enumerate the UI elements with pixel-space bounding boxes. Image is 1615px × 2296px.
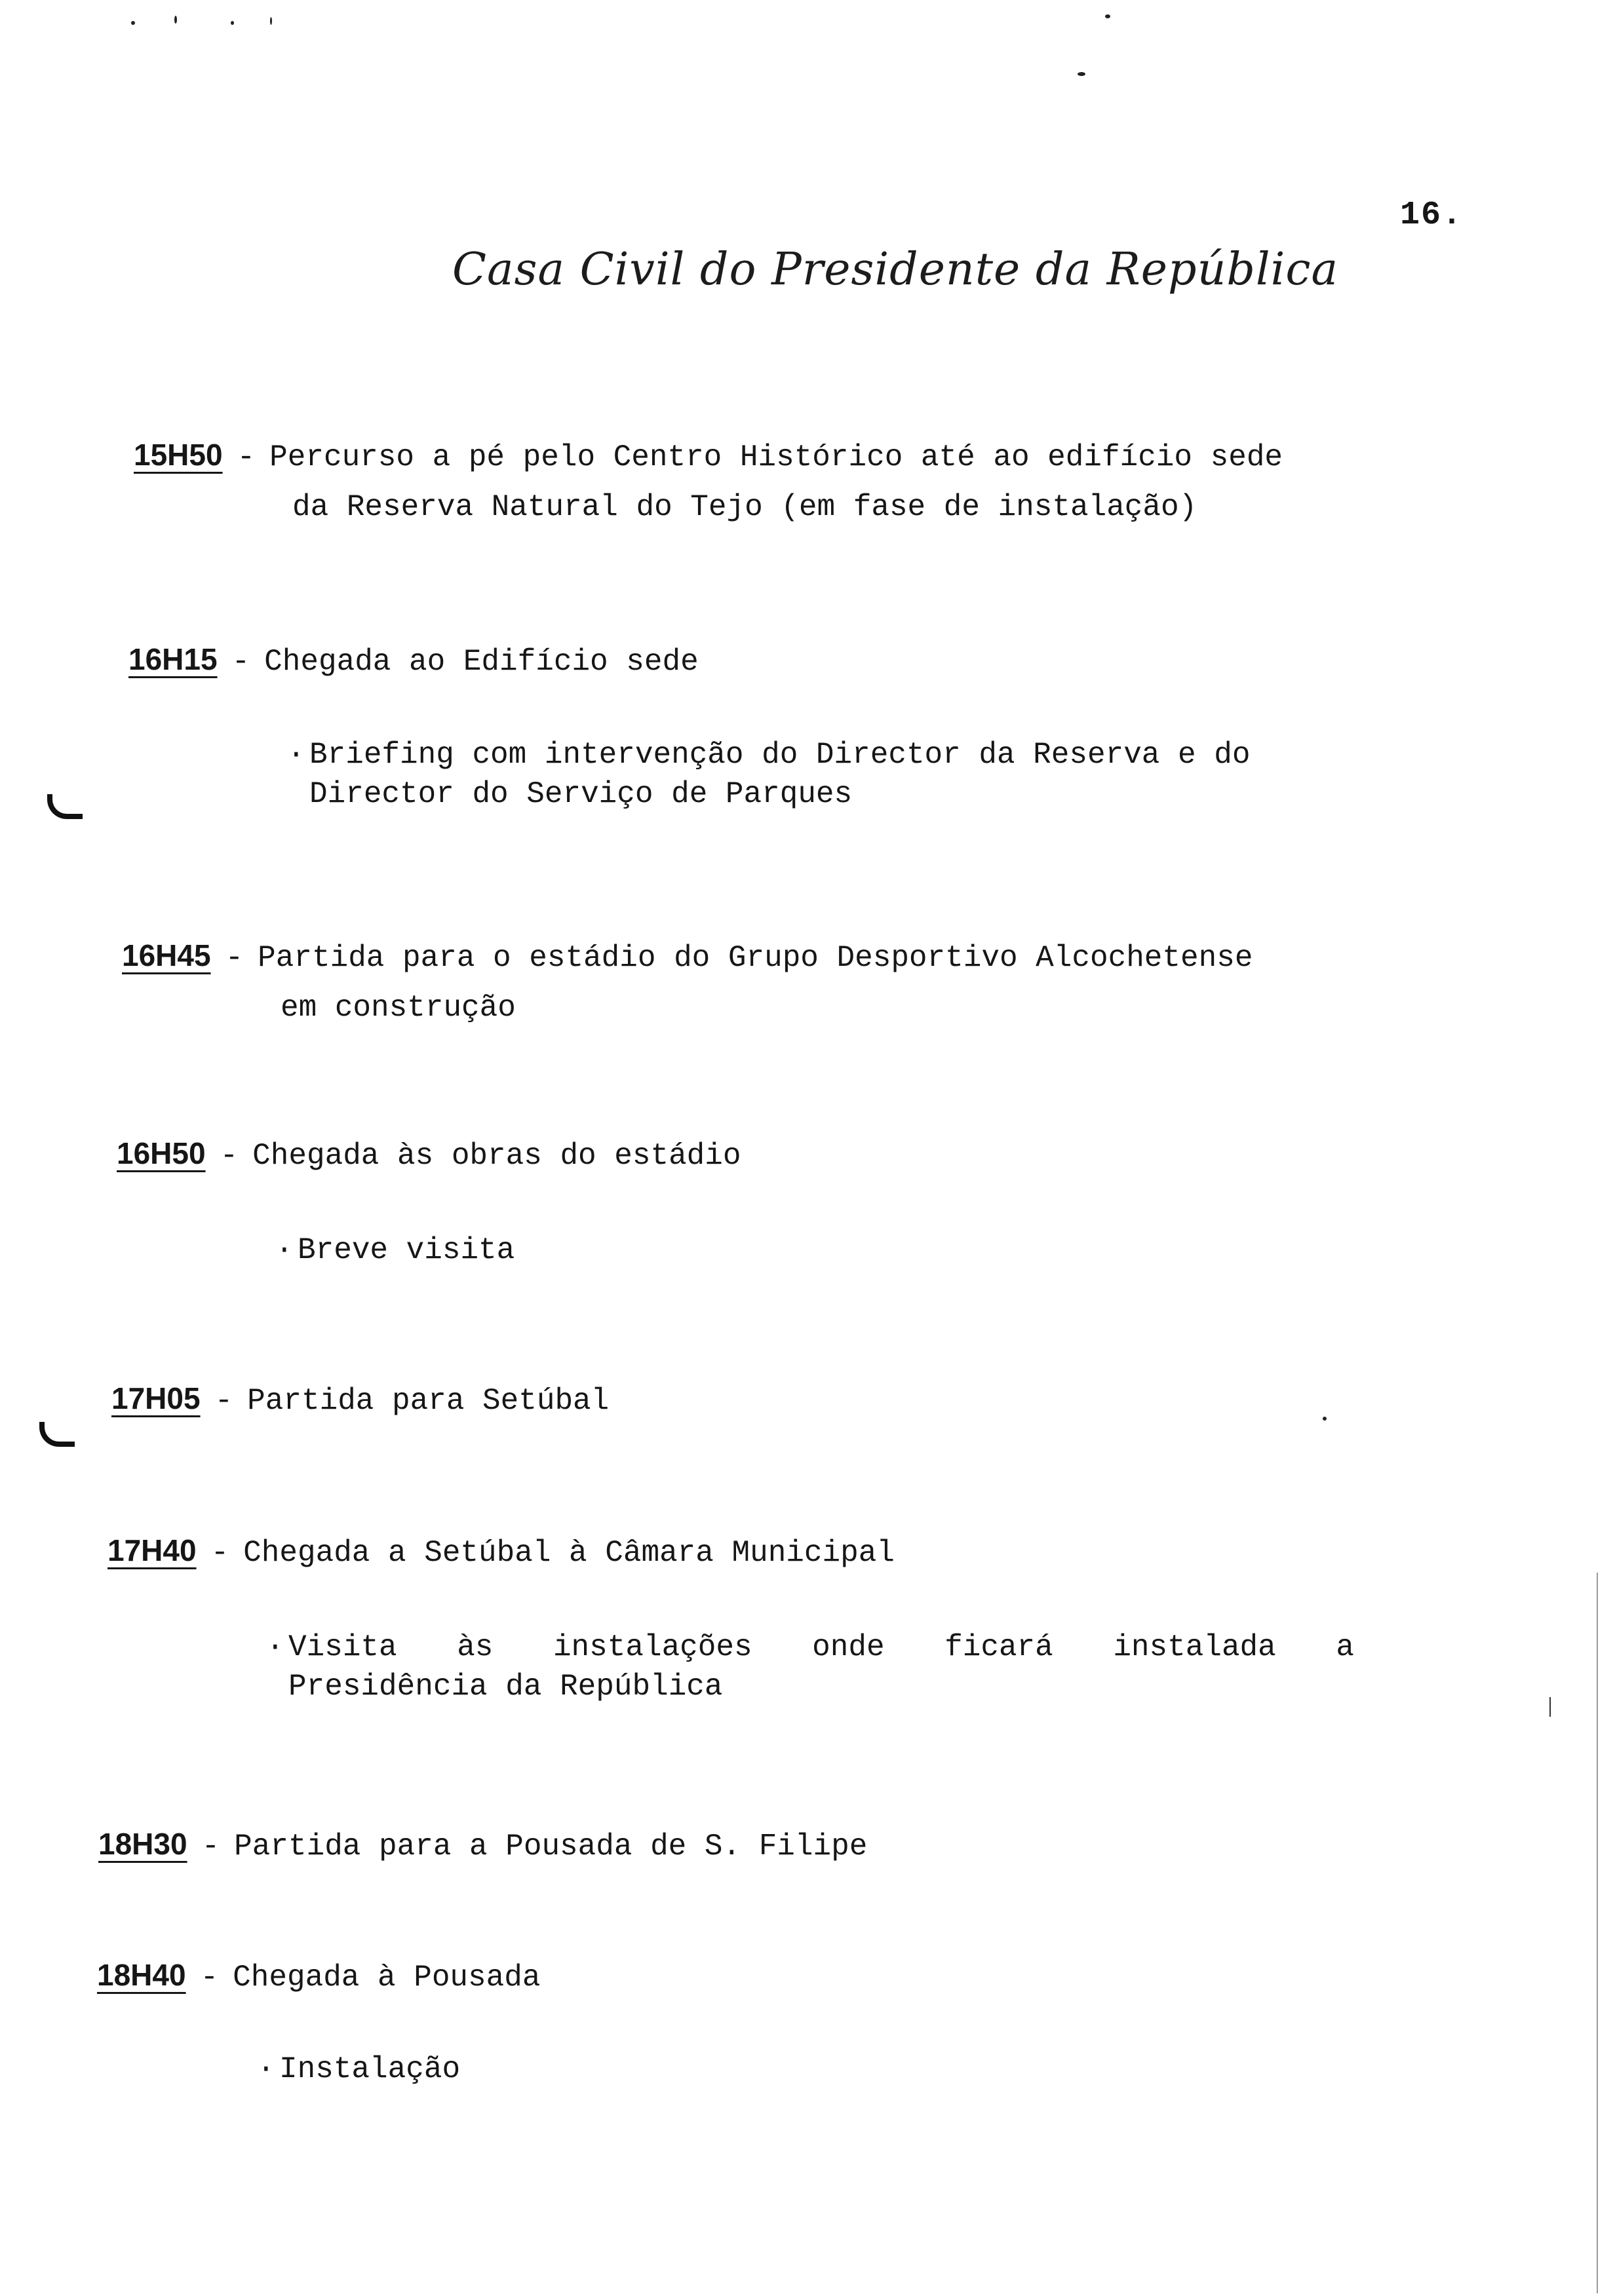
bullet-text: Instalação bbox=[279, 2052, 461, 2086]
binder-hole-mark bbox=[39, 1422, 75, 1447]
entry-time: 17H05 bbox=[111, 1381, 201, 1415]
bullet-word: às bbox=[457, 1630, 494, 1664]
binder-hole-mark bbox=[47, 794, 83, 819]
schedule-entry bbox=[107, 1525, 895, 1578]
entry-bullet bbox=[275, 1231, 515, 1270]
bullet-word: Visita bbox=[288, 1630, 397, 1664]
entry-time: 18H30 bbox=[98, 1827, 187, 1861]
scan-speck bbox=[174, 16, 177, 24]
bullet-text: Breve visita bbox=[298, 1233, 515, 1267]
entry-dash: - bbox=[210, 1536, 229, 1570]
bullet-justified-line bbox=[266, 1628, 1354, 1667]
entry-description: Chegada às obras do estádio bbox=[252, 1139, 741, 1173]
entry-bullet bbox=[257, 2050, 460, 2089]
entry-description: Percurso a pé pelo Centro Histórico até ao edifício sede bbox=[269, 440, 1283, 474]
bullet-dot: · bbox=[257, 2052, 275, 2086]
scan-speck bbox=[1105, 14, 1110, 18]
schedule-entry bbox=[128, 634, 699, 687]
page-number: 16. bbox=[1400, 197, 1464, 234]
entry-dash: - bbox=[200, 1961, 219, 1995]
schedule-entry bbox=[134, 430, 1283, 532]
letterhead-script-title: Casa Civil do Presidente da República bbox=[452, 244, 1339, 296]
schedule-entry bbox=[98, 1819, 867, 1871]
entry-dash: - bbox=[214, 1384, 233, 1418]
entry-dash: - bbox=[231, 645, 250, 679]
bullet-word: instalada bbox=[1113, 1630, 1276, 1664]
bullet-word: a bbox=[1336, 1630, 1354, 1664]
entry-dash: - bbox=[237, 440, 256, 474]
entry-time: 16H45 bbox=[122, 938, 211, 972]
schedule-entry bbox=[117, 1128, 741, 1181]
entry-description: Chegada a Setúbal à Câmara Municipal bbox=[243, 1536, 895, 1570]
schedule-entry bbox=[97, 1950, 540, 2002]
scan-speck bbox=[131, 21, 135, 25]
schedule-entry bbox=[111, 1373, 609, 1426]
entry-dash: - bbox=[201, 1829, 220, 1864]
entry-description: Partida para o estádio do Grupo Desportivo Alcochetense bbox=[258, 941, 1253, 975]
bullet-text-continued: Presidência da República bbox=[288, 1670, 723, 1704]
bullet-word: instalações bbox=[553, 1630, 752, 1664]
entry-time: 17H40 bbox=[107, 1533, 197, 1567]
bullet-word: onde bbox=[812, 1630, 885, 1664]
bullet-dot: · bbox=[266, 1630, 284, 1664]
entry-description: Partida para a Pousada de S. Filipe bbox=[234, 1829, 868, 1864]
entry-description-continued: da Reserva Natural do Tejo (em fase de instalação) bbox=[292, 490, 1197, 524]
entry-dash: - bbox=[220, 1139, 239, 1173]
schedule-entry bbox=[122, 930, 1253, 1033]
entry-time: 16H50 bbox=[117, 1136, 206, 1170]
entry-description-continued: em construção bbox=[281, 991, 516, 1025]
scan-edge-line bbox=[1549, 1697, 1551, 1717]
scan-speck bbox=[270, 17, 272, 25]
entry-dash: - bbox=[225, 941, 244, 975]
entry-bullet bbox=[266, 1628, 1354, 1706]
bullet-dot: · bbox=[287, 738, 305, 772]
entry-description: Chegada ao Edifício sede bbox=[264, 645, 699, 679]
scan-speck bbox=[1323, 1417, 1327, 1421]
entry-time: 15H50 bbox=[134, 438, 223, 472]
bullet-word: ficará bbox=[944, 1630, 1053, 1664]
bullet-text-continued: Director do Serviço de Parques bbox=[309, 777, 853, 811]
entry-bullet bbox=[287, 735, 1250, 814]
entry-description: Chegada à Pousada bbox=[233, 1961, 541, 1995]
scan-speck bbox=[231, 21, 234, 25]
scan-speck bbox=[1078, 72, 1085, 76]
scan-edge-line bbox=[1597, 1573, 1598, 2293]
entry-time: 16H15 bbox=[128, 642, 218, 676]
entry-description: Partida para Setúbal bbox=[247, 1384, 610, 1418]
entry-time: 18H40 bbox=[97, 1958, 186, 1992]
bullet-dot: · bbox=[275, 1233, 294, 1267]
bullet-text: Briefing com intervenção do Director da Reserva e do bbox=[309, 738, 1251, 772]
